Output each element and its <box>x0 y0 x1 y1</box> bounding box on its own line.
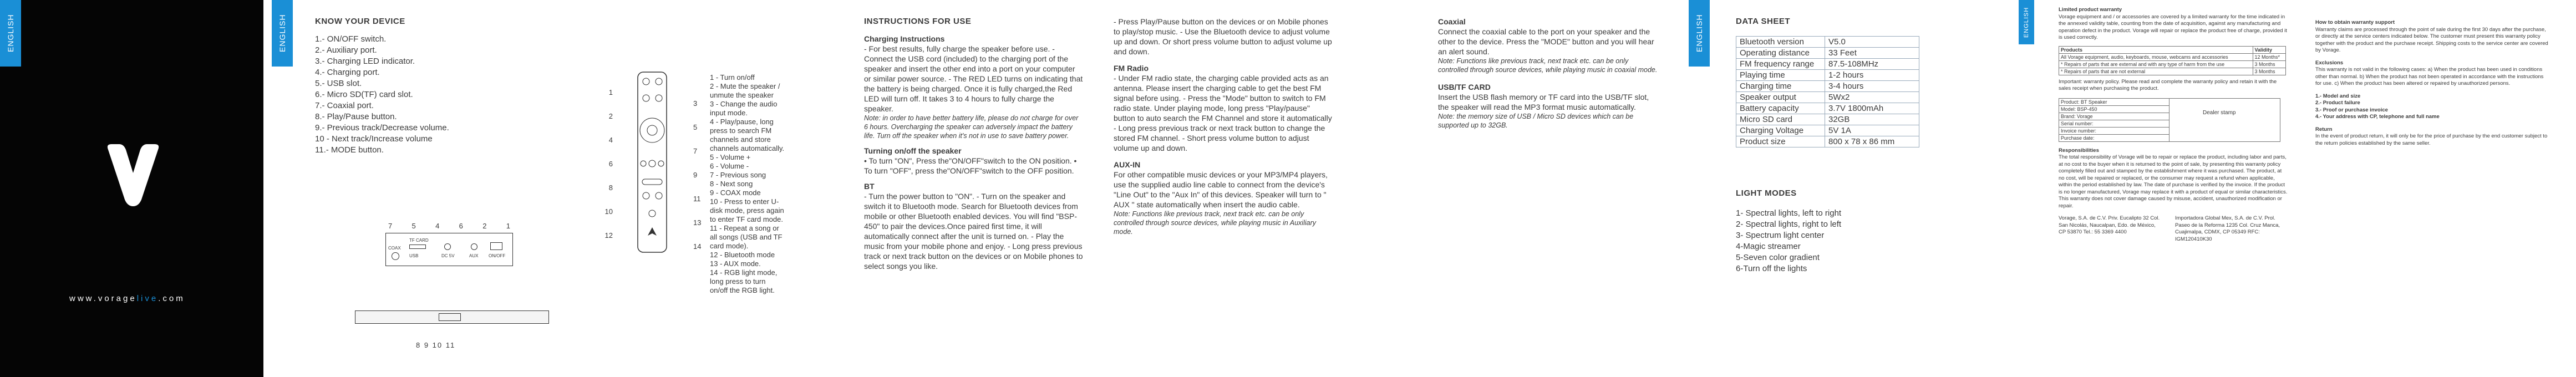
bt-heading: BT <box>864 182 875 191</box>
remote-legend-item: 3 - Change the audio input mode. <box>710 100 778 117</box>
dc-port <box>444 243 451 250</box>
spec-key: Micro SD card <box>1736 114 1825 125</box>
know-your-device <box>315 17 548 156</box>
table-header: Products <box>2059 46 2253 53</box>
port-onoff-label: ON/OFF <box>489 253 506 258</box>
language-tab-3-label: ENGLISH <box>1695 14 1704 53</box>
spec-value: 87.5-108MHz <box>1825 59 1919 70</box>
product-field: Product: BT Speaker <box>2059 98 2169 105</box>
remote-num: 5 <box>693 123 698 131</box>
spec-key: Battery capacity <box>1736 103 1825 114</box>
table-row <box>1736 81 1919 92</box>
spec-value: 33 Feet <box>1825 48 1919 59</box>
warranty-title: Limited product warranty <box>2059 7 2122 13</box>
remote-num: 12 <box>604 231 613 240</box>
language-tab <box>0 0 21 67</box>
onoff-switch <box>490 242 502 250</box>
spec-value: 3-4 hours <box>1825 81 1919 92</box>
url-suffix: .com <box>158 294 185 303</box>
remote-num: 11 <box>693 195 701 203</box>
language-tab-2-inner <box>272 0 293 67</box>
aux-text: For other compatible music devices or your MP3/MP4 players, use the supplied audio line cable to connect from the device's "Line Out" to the "Aux In" of this devices. Speaker will turn to " AUX " state automatically when insert the audio cable. <box>1114 170 1328 209</box>
speaker-back-panel <box>385 233 513 266</box>
vorage-logo <box>103 139 164 211</box>
light-mode-item: 2- Spectral lights, right to left <box>1736 220 1842 229</box>
know-list <box>315 34 548 156</box>
remote-num: 13 <box>693 218 702 227</box>
product-info-table <box>2059 98 2169 142</box>
table-row <box>1736 70 1919 81</box>
table-row <box>1736 136 1919 147</box>
port-usb-label: USB <box>409 253 419 258</box>
spec-key: Product size <box>1736 136 1825 147</box>
language-tab-3-inner <box>1689 0 1710 67</box>
spec-value: 32GB <box>1825 114 1919 125</box>
table-cell: * Repairs of parts that are external and with any type of harm from the use <box>2059 60 2253 68</box>
onoff-heading: Turning on/off the speaker <box>864 146 962 155</box>
website-url[interactable] <box>69 294 185 303</box>
remote-num: 6 <box>608 160 613 168</box>
language-tab-label: ENGLISH <box>6 14 15 53</box>
spec-value: 5Wx2 <box>1825 92 1919 103</box>
remote-legend-item: 9 - COAX mode <box>710 188 761 197</box>
remote-legend-item: 14 - RGB light mode, long press to turn on/off the RGB light. <box>710 268 778 294</box>
charging-text: - For best results, fully charge the speaker before use. - Connect the USB cord (included) to the charging port of the speaker and insert the other end into a port on your computer or similar power source. - The RED LED turns on indicating that the battery is being charged. Once it is fully charged,the Red LED will turn off. It takes 3 to 4 hours to fully charge the speaker. <box>864 44 1083 113</box>
table-cell: All Vorage equipment, audio, keyboards, mouse, webcams and accessories <box>2059 53 2253 60</box>
product-info-block <box>2059 98 2289 142</box>
table-row <box>2059 105 2169 113</box>
coax-port <box>392 252 399 260</box>
table-cell: * Repairs of parts that are not external <box>2059 68 2253 75</box>
aux-note: Note: Functions like previous track, next track etc. can be only controlled through source devices, while playing music in Auxiliary mode. <box>1114 210 1316 236</box>
tf-slot <box>409 244 426 249</box>
aux-heading: AUX-IN <box>1114 160 1141 169</box>
warranty-note: Important: warranty policy. Please read and complete the warranty policy and retain it with the sales receipt when purchasing the product. <box>2059 78 2277 91</box>
requirement-item: 2.- Product failure <box>2315 100 2360 106</box>
know-item: 3.- Charging LED indicator. <box>315 57 415 66</box>
remote-num: 8 <box>608 184 613 192</box>
language-tab-4-inner <box>2019 0 2034 44</box>
requirement-item: 1.- Model and size <box>2315 93 2361 99</box>
light-mode-item: 1- Spectral lights, left to right <box>1736 208 1842 218</box>
exclusions-heading: Exclusions <box>2315 59 2344 66</box>
charging-note: Note: in order to have better battery life, please do not charge for over 6 hours. Overcharging the speaker can adversely impact the battery life. Turn off the speaker when it's not in use to save battery power. <box>864 114 1079 140</box>
col3-section <box>1114 17 1333 236</box>
port-aux-label: AUX <box>469 253 479 258</box>
remote-legend-item: 4 - Play/pause, long press to search FM channels and store channels automatically. <box>710 118 785 152</box>
table-row <box>2059 68 2286 75</box>
port-coax-label: COAX <box>388 246 401 251</box>
spec-key: FM frequency range <box>1736 59 1825 70</box>
warranty-right <box>2315 19 2548 147</box>
url-brand: live <box>136 294 159 303</box>
know-item: 11.- MODE button. <box>315 145 384 155</box>
charging-heading: Charging Instructions <box>864 34 945 43</box>
remote-right-numbers <box>693 91 704 258</box>
know-item: 8.- Play/Pause button. <box>315 112 397 121</box>
warranty-intro: Vorage equipment and / or accessories are covered by a limited warranty for the time indicated in the annexed validity table, counting from the date of acquisition, against any manufacturing and operation defect in the product. Vorage will repair or replace the product free of charge, provided it is used correctly. <box>2059 13 2287 40</box>
know-item: 10 - Next track/Increase volume <box>315 134 433 144</box>
usb-text: Insert the USB flash memory or TF card into the USB/TF slot, the speaker will read the MP3 format music automatically. <box>1438 93 1649 111</box>
fm-text: - Under FM radio state, the charging cable provided acts as an antenna. Please insert the charging cable to get the best FM signal before using. - Press the "Mode" button to switch to FM radio state. Under playing mode, long press "Play/pause" button to auto search the FM Channel and store it automatically - Long press previous track or next track button to change the stored FM channel. - Short press volume button to adjust volume up and down. <box>1114 74 1332 152</box>
remote-legend-item: 11 - Repeat a song or all songs (USB and TF card mode). <box>710 224 783 250</box>
spec-key: Speaker output <box>1736 92 1825 103</box>
spec-value: 3.7V 1800mAh <box>1825 103 1919 114</box>
fm-heading: FM Radio <box>1114 64 1149 73</box>
usb-note: Note: the memory size of USB / Micro SD devices which can be supported up to 32GB. <box>1438 113 1634 129</box>
responsibilities-text: The total responsibility of Vorage will be to repair or replace the product, including labor and parts, at no cost to the buyer when it is returned to the point of sale, by presenting this warranty policy completely filled out and stamped by the establishment where it was purchased. The product, at no cost, will be repaired or replaced, or the consumer may request a refund when applicable, within the period established by law. The date of purchase is verified by the invoice. If the product is no longer manufactured, Vorage may replace it with a product of equal or similar characteristics. This warranty does not cover damage caused by misuse, accident, unauthorized modification or repair. <box>2059 154 2288 209</box>
remote-legend-item: 2 - Mute the speaker / unmute the speaker <box>710 82 780 99</box>
know-item: 9.- Previous track/Decrease volume. <box>315 123 449 133</box>
remote-legend-item: 7 - Previous song <box>710 171 766 179</box>
remote-legend-item: 1 - Turn on/off <box>710 73 755 81</box>
know-item: 2.- Auxiliary port. <box>315 45 377 55</box>
remote-legend-item: 8 - Next song <box>710 180 753 188</box>
table-row <box>2059 134 2169 141</box>
product-field: Brand: Vorage <box>2059 113 2169 120</box>
panel-num: 1 <box>506 222 510 230</box>
port-tf-label: TF CARD <box>409 238 429 243</box>
remote-num: 7 <box>693 147 698 155</box>
know-item: 7.- Coaxial port. <box>315 101 374 110</box>
know-item: 4.- Charging port. <box>315 68 380 77</box>
spec-value: 1-2 hours <box>1825 70 1919 81</box>
panel-num: 4 <box>435 222 440 230</box>
remote-legend-item: 13 - AUX mode. <box>710 259 761 268</box>
table-cell: 3 Months <box>2253 68 2285 75</box>
support-heading: How to obtain warranty support <box>2315 19 2395 26</box>
table-row <box>2059 113 2169 120</box>
datasheet-table <box>1736 36 1919 147</box>
light-mode-item: 4-Magic streamer <box>1736 242 1801 251</box>
remote-illustration <box>616 69 688 258</box>
spec-key: Charging Voltage <box>1736 125 1825 136</box>
panel-top-numbers <box>388 222 510 230</box>
product-field: Model: BSP-450 <box>2059 105 2169 113</box>
table-cell: 12 Months* <box>2253 53 2285 60</box>
requirements-list <box>2315 93 2548 121</box>
exclusions-text: This warranty is not valid in the following cases: a) When the product has been used in conditions other than normal. b) When the product has not been operated in accordance with the instructions for use. c) When the product has been altered or repaired by unauthorized persons. <box>2315 67 2544 86</box>
table-row <box>1736 59 1919 70</box>
table-row <box>2059 60 2286 68</box>
address-left: Vorage, S.A. de C.V. Priv. Eucalipto 32 Col. San Nicolás, Naucalpan, Edo. de México, CP 53870 Tel.: 55 3369 4400 <box>2059 215 2160 235</box>
product-field: Serial number: <box>2059 120 2169 127</box>
remote-legend-item: 10 - Press to enter U-disk mode, press again to enter TF card mode. <box>710 197 784 223</box>
panel-num: 7 <box>388 222 393 230</box>
table-row <box>1736 92 1919 103</box>
product-field: Purchase date: <box>2059 134 2169 141</box>
spec-value: 5V 1A <box>1825 125 1919 136</box>
url-prefix: www.vorage <box>69 294 137 303</box>
light-modes-title: LIGHT MODES <box>1736 188 1797 198</box>
table-cell: 3 Months <box>2253 60 2285 68</box>
panel-num: 6 <box>459 222 463 230</box>
responsibilities-heading: Responsibilities <box>2059 147 2099 154</box>
light-mode-item: 6-Turn off the lights <box>1736 264 1807 273</box>
table-row <box>1736 48 1919 59</box>
spec-key: Operating distance <box>1736 48 1825 59</box>
usb-heading: USB/TF CARD <box>1438 83 1491 91</box>
table-row <box>1736 114 1919 125</box>
know-item: 6.- Micro SD(TF) card slot. <box>315 90 413 99</box>
spec-key: Playing time <box>1736 70 1825 81</box>
panel-num: 2 <box>482 222 487 230</box>
language-tab-2 <box>272 0 293 67</box>
coax-note: Note: Functions like previous track, next track etc. can be only controlled through source devices, while playing music in coaxial mode. <box>1438 57 1658 74</box>
remote-left-numbers <box>602 80 613 247</box>
remote-num: 3 <box>693 99 698 108</box>
remote-num: 9 <box>693 171 698 179</box>
bt-text: - Turn the power button to "ON". - Turn on the speaker and switch it to Bluetooth mode. Search for Bluetooth devices from mobile or other Bluetooth enabled devices. You will find "BSP-450" to pair the devices.Once paired first time, it will automatically connect after the unit is turned on. - Play the music from your mobile phone and enjoy. - Long press previous track or next track button on the devices or on Mobile phones to select songs you like. <box>864 192 1083 271</box>
spec-value: 800 x 78 x 86 mm <box>1825 136 1919 147</box>
remote-legend-item: 6 - Volume - <box>710 162 749 170</box>
remote-num: 1 <box>608 88 613 96</box>
address-right: Importadora Global Mex, S.A. de C.V. Prol. Paseo de la Reforma 1235 Col. Cruz Manca, Cuajimalpa, CDMX, CP 05349 RFC: IGM120410K30 <box>2175 215 2280 242</box>
datasheet-title: DATA SHEET <box>1736 17 1791 26</box>
onoff-text: • To turn "ON", Press the"ON/OFF"switch to the ON position. • To turn "OFF", press the"ON/OFF"switch to the OFF position. <box>864 156 1077 175</box>
col4-section <box>1438 17 1660 130</box>
validity-table <box>2059 46 2286 75</box>
language-tab-4 <box>2019 0 2034 44</box>
remote-diagram <box>616 69 688 258</box>
product-field: Invoice number: <box>2059 127 2169 134</box>
table-row <box>2059 53 2286 60</box>
light-modes-section <box>1736 188 1941 274</box>
requirement-item: 3.- Proof or purchase invoice <box>2315 106 2388 113</box>
table-row <box>2059 120 2169 127</box>
remote-legend-item: 5 - Volume + <box>710 153 751 161</box>
speaker-controls <box>439 313 461 321</box>
table-row <box>1736 125 1919 136</box>
support-text: Warranty claims are processed through the point of sale during the first 30 days after the purchase, or directly at the service centers indicated below. The customer must present this warranty policy together with the product and the purchase receipt. Shipping costs to the service center are covered by Vorage. <box>2315 26 2548 53</box>
coax-text: Connect the coaxial cable to the port on your speaker and the other to the device. Press the "MODE" button and you will hear an alert sound. <box>1438 27 1654 56</box>
light-modes-list <box>1736 208 1941 274</box>
language-tab-3 <box>1689 0 1710 67</box>
table-row <box>1736 103 1919 114</box>
know-title: KNOW YOUR DEVICE <box>315 17 405 26</box>
return-heading: Return <box>2315 126 2333 133</box>
warranty-left <box>2059 7 2289 243</box>
panel-num: 5 <box>411 222 416 230</box>
table-header: Validity <box>2253 46 2285 53</box>
know-item: 5.- USB slot. <box>315 79 362 88</box>
instructions-title: INSTRUCTIONS FOR USE <box>864 17 972 26</box>
instructions-section <box>864 17 1083 271</box>
remote-num: 10 <box>604 207 613 216</box>
language-tab-2-label: ENGLISH <box>278 14 287 53</box>
remote-legend-item: 12 - Bluetooth mode <box>710 251 775 259</box>
remote-legend <box>710 73 785 295</box>
port-dc-label: DC 5V <box>441 253 455 258</box>
spec-key: Charging time <box>1736 81 1825 92</box>
coax-heading: Coaxial <box>1438 17 1466 26</box>
requirement-item: 4.- Your address with CP, telephone and full name <box>2315 114 2440 120</box>
know-item: 1.- ON/OFF switch. <box>315 34 387 44</box>
spec-key: Bluetooth version <box>1736 37 1825 48</box>
address-block <box>2059 215 2289 243</box>
light-mode-item: 5-Seven color gradient <box>1736 253 1820 262</box>
dealer-stamp-box: Dealer stamp <box>2169 98 2280 142</box>
datasheet-section <box>1736 17 1941 147</box>
table-row <box>1736 37 1919 48</box>
language-tab-4-label: ENGLISH <box>2023 7 2030 38</box>
speaker-bar <box>355 310 549 324</box>
remote-num: 4 <box>608 136 613 144</box>
table-row <box>2059 98 2169 105</box>
aux-port <box>471 243 477 250</box>
spec-value: V5.0 <box>1825 37 1919 48</box>
table-header-row <box>2059 46 2286 53</box>
light-mode-item: 3- Spectrum light center <box>1736 231 1825 240</box>
remote-num: 2 <box>608 112 613 120</box>
bt-continued: - Press Play/Pause button on the devices or on Mobile phones to play/stop music. - Use the Bluetooth device to adjust volume up and down. Or short press volume button to adjust volume up and down. <box>1114 17 1332 56</box>
remote-num: 14 <box>693 242 702 251</box>
panel-bottom-numbers: 8 9 10 11 <box>416 341 456 349</box>
return-text: In the event of product return, it will only be for the price of purchase by the end customer subject to the return policies established by the same seller. <box>2315 133 2548 146</box>
cover-panel <box>0 0 263 377</box>
table-row <box>2059 127 2169 134</box>
